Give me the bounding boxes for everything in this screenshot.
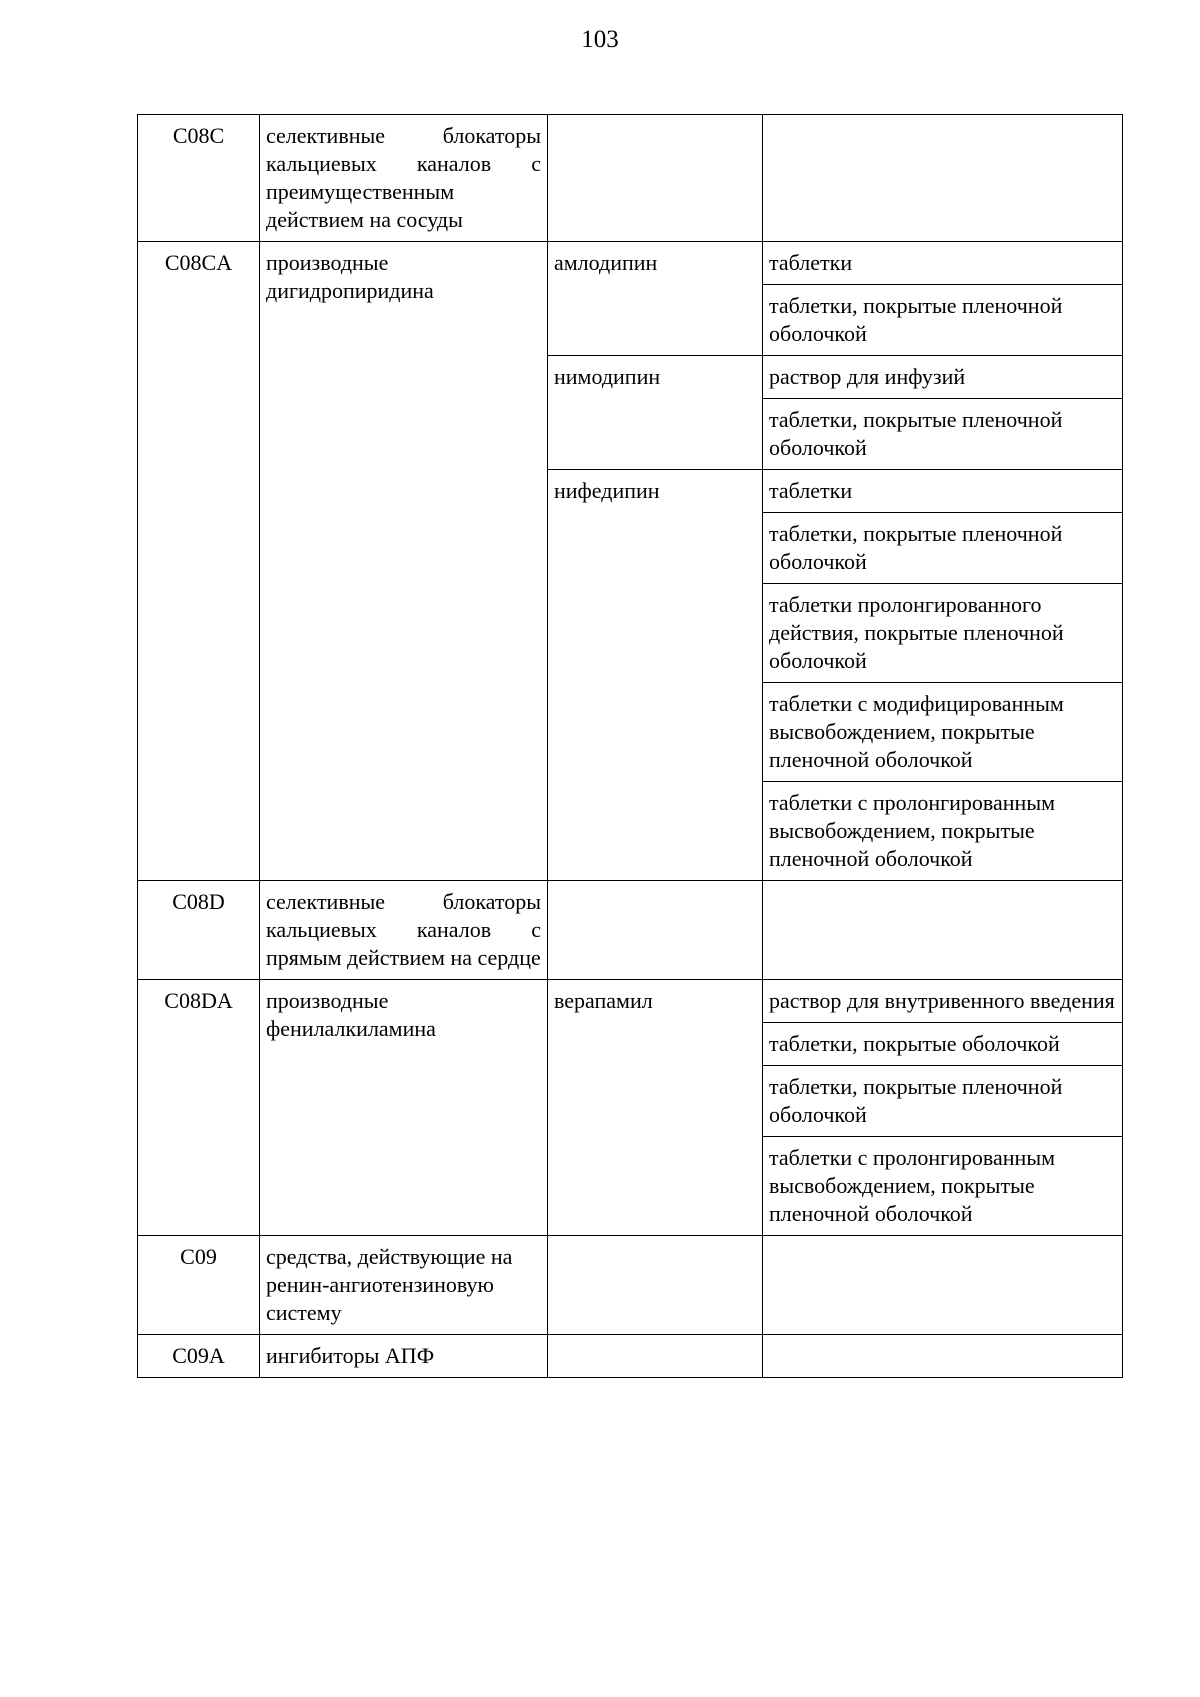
dosage-form: таблетки с пролонгированным высвобождением, покрытые пленочной оболочкой (763, 782, 1123, 881)
drug-name: верапамил (548, 980, 763, 1236)
dosage-form-empty (763, 1335, 1123, 1378)
table-row (138, 1236, 1123, 1335)
table-row (138, 1335, 1123, 1378)
atc-code: C09 (138, 1236, 260, 1335)
drug-name-empty (548, 1236, 763, 1335)
drug-name-empty (548, 115, 763, 242)
dosage-form-empty (763, 881, 1123, 980)
atc-group-name: селективные блокаторы кальциевых каналов с преимущественным действием на сосуды (260, 115, 548, 242)
table-row (138, 980, 1123, 1023)
atc-code: C09A (138, 1335, 260, 1378)
table-row (138, 115, 1123, 242)
dosage-form: таблетки (763, 470, 1123, 513)
dosage-form: таблетки, покрытые пленочной оболочкой (763, 399, 1123, 470)
dosage-form-empty (763, 115, 1123, 242)
drug-name-empty (548, 881, 763, 980)
atc-drug-table (137, 114, 1123, 1378)
dosage-form: таблетки с модифицированным высвобождением, покрытые пленочной оболочкой (763, 683, 1123, 782)
dosage-form: таблетки (763, 242, 1123, 285)
table-row (138, 881, 1123, 980)
atc-code: C08D (138, 881, 260, 980)
atc-group-name: производные дигидропиридина (260, 242, 548, 881)
drug-name-empty (548, 1335, 763, 1378)
atc-code: C08C (138, 115, 260, 242)
page-number: 103 (581, 26, 619, 53)
dosage-form: таблетки, покрытые пленочной оболочкой (763, 1066, 1123, 1137)
atc-code: C08DA (138, 980, 260, 1236)
dosage-form: раствор для инфузий (763, 356, 1123, 399)
drug-name: амлодипин (548, 242, 763, 356)
dosage-form: таблетки, покрытые оболочкой (763, 1023, 1123, 1066)
atc-group-name: производные фенилалкиламина (260, 980, 548, 1236)
table-row (138, 242, 1123, 285)
atc-group-name: селективные блокаторы кальциевых каналов с прямым действием на сердце (260, 881, 548, 980)
atc-group-name: средства, действующие на ренин-ангиотензиновую систему (260, 1236, 548, 1335)
atc-group-name: ингибиторы АПФ (260, 1335, 548, 1378)
dosage-form: таблетки, покрытые пленочной оболочкой (763, 285, 1123, 356)
drug-name: нимодипин (548, 356, 763, 470)
drug-name: нифедипин (548, 470, 763, 881)
dosage-form: таблетки, покрытые пленочной оболочкой (763, 513, 1123, 584)
dosage-form: таблетки пролонгированного действия, покрытые пленочной оболочкой (763, 584, 1123, 683)
dosage-form-empty (763, 1236, 1123, 1335)
atc-code: C08CA (138, 242, 260, 881)
dosage-form: таблетки с пролонгированным высвобождением, покрытые пленочной оболочкой (763, 1137, 1123, 1236)
dosage-form: раствор для внутривенного введения (763, 980, 1123, 1023)
